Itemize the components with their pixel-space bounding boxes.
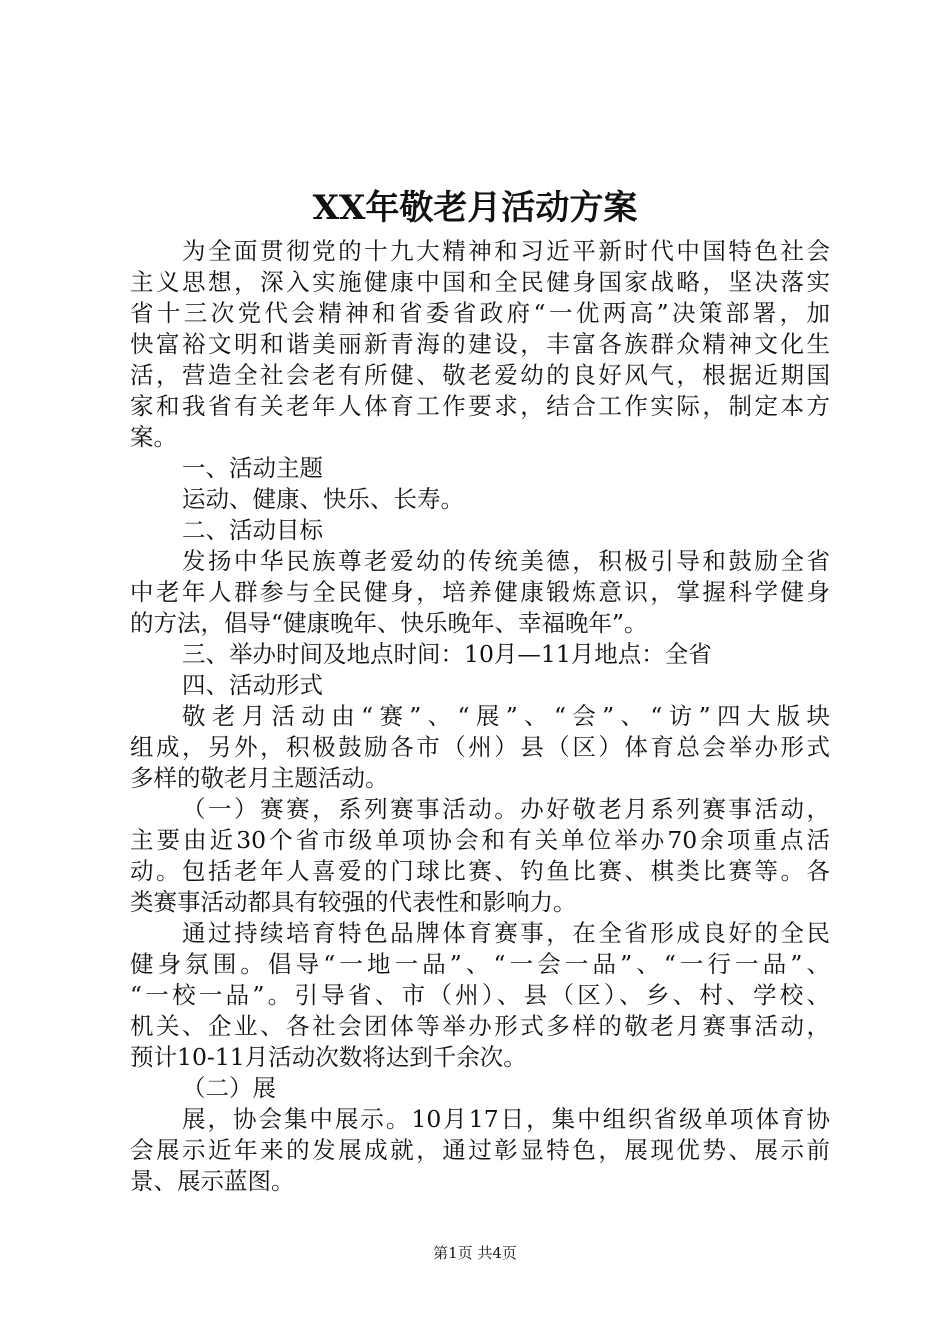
text-line: 动。包括老年人喜爱的门球比赛、钓鱼比赛、棋类比赛等。各 (130, 857, 830, 885)
page-footer: 第1页 共4页 (433, 1244, 517, 1262)
text-line: 运动、健康、快乐、长寿。 (182, 485, 464, 513)
text-line: 案。 (130, 423, 177, 451)
text-line: 为全面贯彻党的十九大精神和习近平新时代中国特色社会 (182, 237, 830, 265)
document-body (130, 236, 830, 1197)
text-line: 家和我省有关老年人体育工作要求，结合工作实际，制定本方 (130, 392, 830, 420)
text-line: 主要由近30个省市级单项协会和有关单位举办70余项重点活 (130, 826, 830, 854)
text-line: 的方法，倡导“健康晚年、快乐晚年、幸福晚年”。 (130, 609, 648, 637)
text-line: 组成，另外，积极鼓励各市（州）县（区）体育总会举办形式 (130, 733, 830, 761)
text-line: 二、活动目标 (182, 516, 323, 544)
text-line: 敬老月活动由“赛”、“展”、“会”、“访”四大版块 (182, 702, 830, 730)
text-line: 机关、企业、各社会团体等举办形式多样的敬老月赛事活动， (130, 1012, 830, 1040)
text-line: 省十三次党代会精神和省委省政府“一优两高”决策部署，加 (130, 299, 830, 327)
text-line: 健身氛围。倡导“一地一品”、“一会一品”、“一行一品”、 (130, 950, 830, 978)
text-line: 中老年人群参与全民健身，培养健康锻炼意识，掌握科学健身 (130, 578, 830, 606)
text-line: （一）赛赛，系列赛事活动。办好敬老月系列赛事活动， (182, 795, 830, 823)
document-title: XX年敬老月活动方案 (312, 188, 638, 228)
text-line: （二）展 (182, 1074, 276, 1102)
text-line: 类赛事活动都具有较强的代表性和影响力。 (130, 888, 577, 916)
text-line: “一校一品”。引导省、市（州）、县（区）、乡、村、学校、 (130, 981, 830, 1009)
text-line: 快富裕文明和谐美丽新青海的建设，丰富各族群众精神文化生 (130, 330, 830, 358)
text-line: 多样的敬老月主题活动。 (130, 764, 389, 792)
text-line: 发扬中华民族尊老爱幼的传统美德，积极引导和鼓励全省 (182, 547, 830, 575)
text-line: 展，协会集中展示。10月17日，集中组织省级单项体育协 (182, 1105, 830, 1133)
text-line: 一、活动主题 (182, 454, 323, 482)
text-line: 主义思想，深入实施健康中国和全民健身国家战略，坚决落实 (130, 268, 830, 296)
text-line: 景、展示蓝图。 (130, 1167, 295, 1195)
text-line: 通过持续培育特色品牌体育赛事，在全省形成良好的全民 (182, 919, 830, 947)
text-line: 预计10-11月活动次数将达到千余次。 (130, 1043, 527, 1071)
text-line: 三、举办时间及地点时间：10月—11月地点：全省 (182, 640, 712, 668)
text-line: 会展示近年来的发展成就，通过彰显特色，展现优势、展示前 (130, 1136, 830, 1164)
text-line: 四、活动形式 (182, 671, 323, 699)
text-line: 活，营造全社会老有所健、敬老爱幼的良好风气，根据近期国 (130, 361, 830, 389)
